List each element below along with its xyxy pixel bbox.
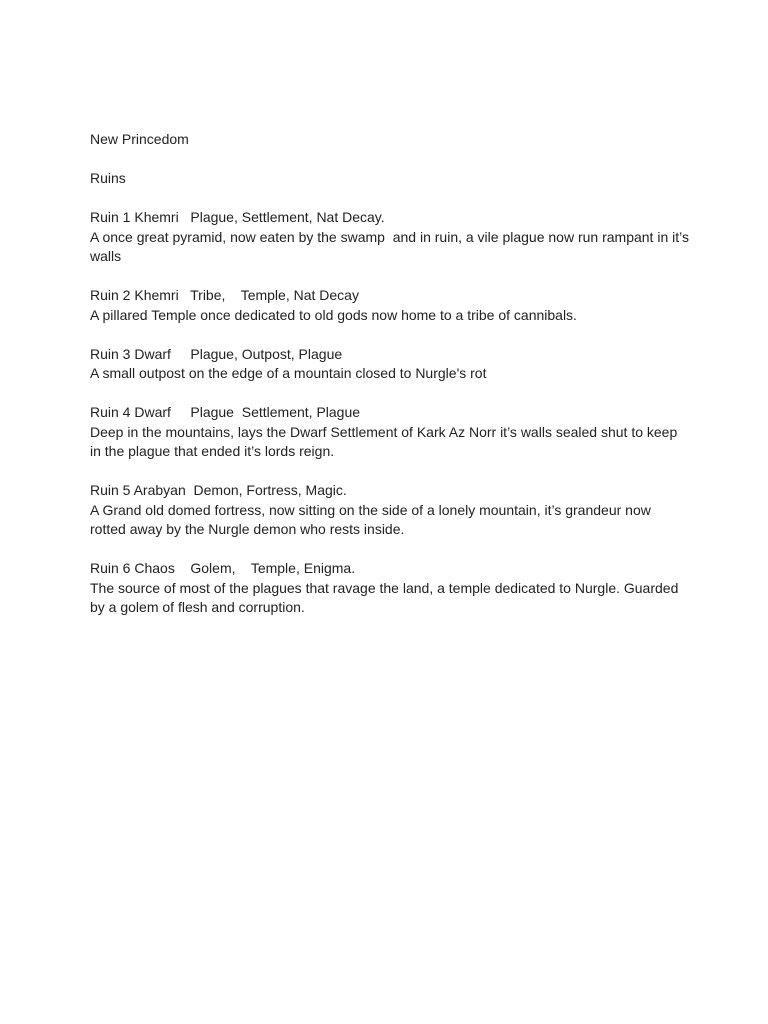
ruin-header: Ruin 1 Khemri Plague, Settlement, Nat Decay. <box>90 209 385 225</box>
spacer <box>90 462 690 482</box>
ruin-description: A small outpost on the edge of a mountain closed to Nurgle's rot <box>90 365 487 381</box>
ruin-header: Ruin 4 Dwarf Plague Settlement, Plague <box>90 404 361 420</box>
ruin-entry-3 <box>90 345 690 384</box>
ruin-description: Deep in the mountains, lays the Dwarf Settlement of Kark Az Norr it’s walls sealed shut to keep in the plague that ended it’s lords reign. <box>90 423 682 459</box>
ruin-entry-5 <box>90 481 690 540</box>
spacer <box>90 189 690 209</box>
ruin-description: The source of most of the plagues that ravage the land, a temple dedicated to Nurgle. Guarded by a golem of flesh and corruption. <box>90 579 683 615</box>
ruin-entry-2 <box>90 286 690 325</box>
ruin-header: Ruin 5 Arabyan Demon, Fortress, Magic. <box>90 482 347 498</box>
document-title: New Princedom <box>90 131 189 147</box>
ruin-entry-6 <box>90 559 690 618</box>
ruin-header: Ruin 2 Khemri Tribe, Temple, Nat Decay <box>90 287 359 303</box>
spacer <box>90 325 690 345</box>
section-heading: Ruins <box>90 170 126 186</box>
ruin-description: A pillared Temple once dedicated to old gods now home to a tribe of cannibals. <box>90 306 577 323</box>
document-body <box>90 130 693 618</box>
spacer <box>90 384 690 404</box>
spacer <box>90 267 690 287</box>
ruin-header: Ruin 3 Dwarf Plague, Outpost, Plague <box>90 345 343 362</box>
spacer <box>90 150 690 170</box>
spacer <box>90 540 690 560</box>
ruin-header: Ruin 6 Chaos Golem, Temple, Enigma. <box>90 560 356 576</box>
ruin-description: A Grand old domed fortress, now sitting on the side of a lonely mountain, it’s grandeur now rotted away by the Nurgle demon who rests inside. <box>90 501 655 537</box>
ruin-entry-4 <box>90 403 690 462</box>
ruin-entry-1 <box>90 208 693 267</box>
ruin-description: A once great pyramid, now eaten by the swamp and in ruin, a vile plague now run rampant in it’s walls <box>90 228 693 264</box>
